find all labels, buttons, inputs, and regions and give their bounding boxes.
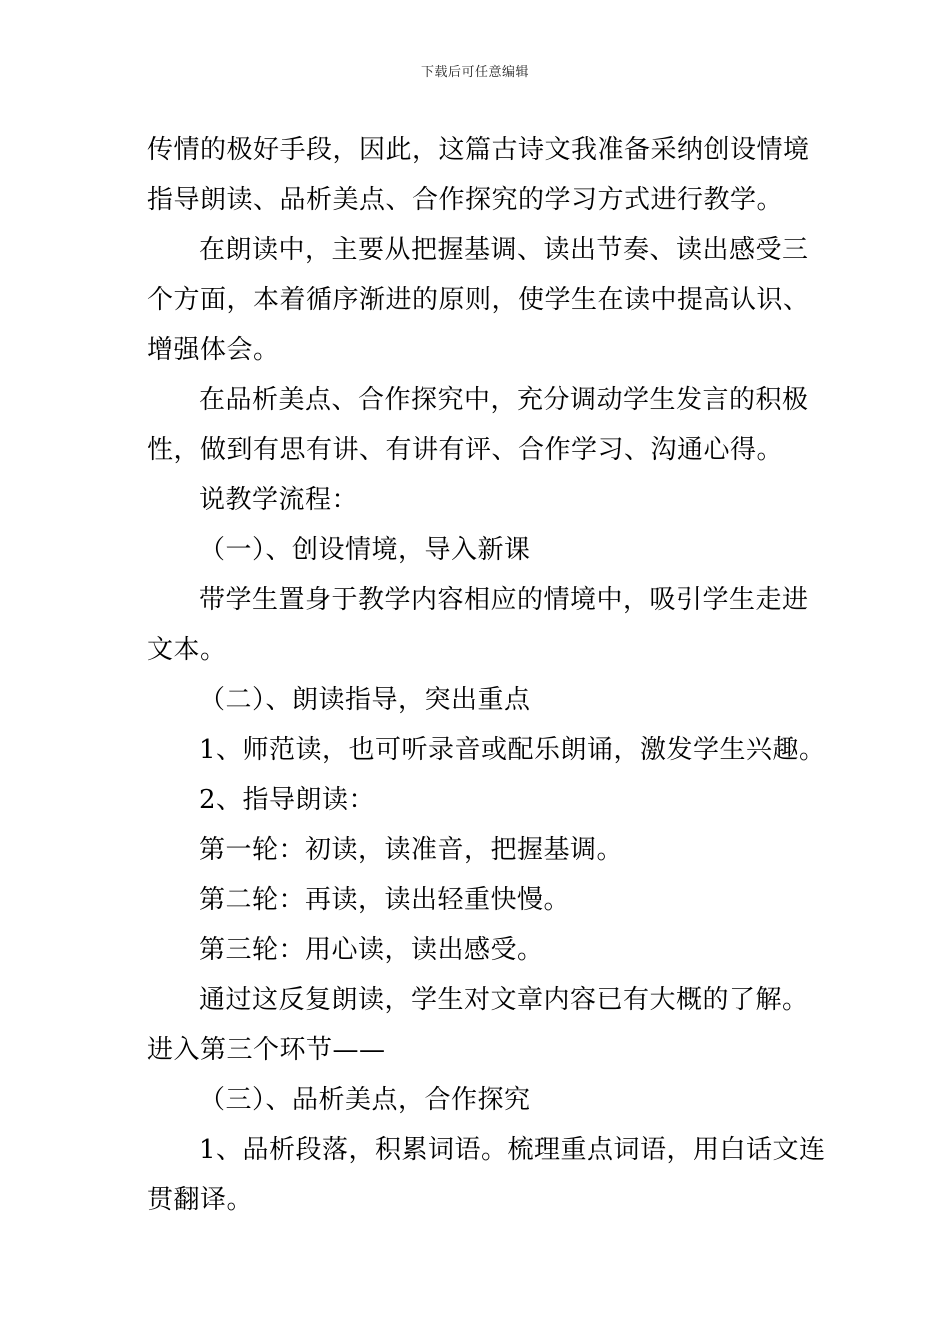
text-line: 在朗读中，主要从把握基调、读出节奏、读出感受三 bbox=[199, 235, 809, 265]
section-heading: 说教学流程： bbox=[199, 485, 359, 515]
text-line: 第一轮：初读，读准音，把握基调。 bbox=[199, 835, 624, 865]
text-line: 进入第三个环节—— bbox=[147, 1035, 386, 1065]
text-line: 增强体会。 bbox=[147, 335, 280, 365]
text-line: 性，做到有思有讲、有讲有评、合作学习、沟通心得。 bbox=[147, 435, 784, 465]
text-line: 贯翻译。 bbox=[147, 1185, 254, 1215]
document-body bbox=[147, 125, 826, 1225]
text-line: 带学生置身于教学内容相应的情境中，吸引学生走进 bbox=[199, 585, 809, 615]
text-line: 第二轮：再读，读出轻重快慢。 bbox=[199, 885, 571, 915]
text-line: 1、品析段落，积累词语。梳理重点词语，用白话文连 bbox=[199, 1135, 826, 1165]
text-line: 传情的极好手段，因此，这篇古诗文我准备采纳创设情境 bbox=[147, 135, 810, 165]
text-line: 1、师范读，也可听录音或配乐朗诵，激发学生兴趣。 bbox=[199, 735, 826, 765]
section-heading: （三）、品析美点，合作探究 bbox=[199, 1085, 531, 1115]
page-header: 下载后可任意编辑 bbox=[420, 65, 529, 80]
text-line: 在品析美点、合作探究中，充分调动学生发言的积极 bbox=[199, 385, 809, 415]
section-heading: （二）、朗读指导，突出重点 bbox=[199, 685, 531, 715]
section-heading: （一）、创设情境，导入新课 bbox=[199, 535, 531, 565]
text-line: 指导朗读、品析美点、合作探究的学习方式进行教学。 bbox=[147, 185, 784, 215]
text-line: 2、指导朗读： bbox=[199, 785, 376, 815]
text-line: 第三轮：用心读，读出感受。 bbox=[199, 935, 544, 965]
text-line: 个方面，本着循序渐进的原则，使学生在读中提高认识、 bbox=[147, 285, 810, 315]
text-line: 通过这反复朗读，学生对文章内容已有大概的了解。 bbox=[199, 985, 809, 1015]
text-line: 文本。 bbox=[147, 635, 227, 665]
